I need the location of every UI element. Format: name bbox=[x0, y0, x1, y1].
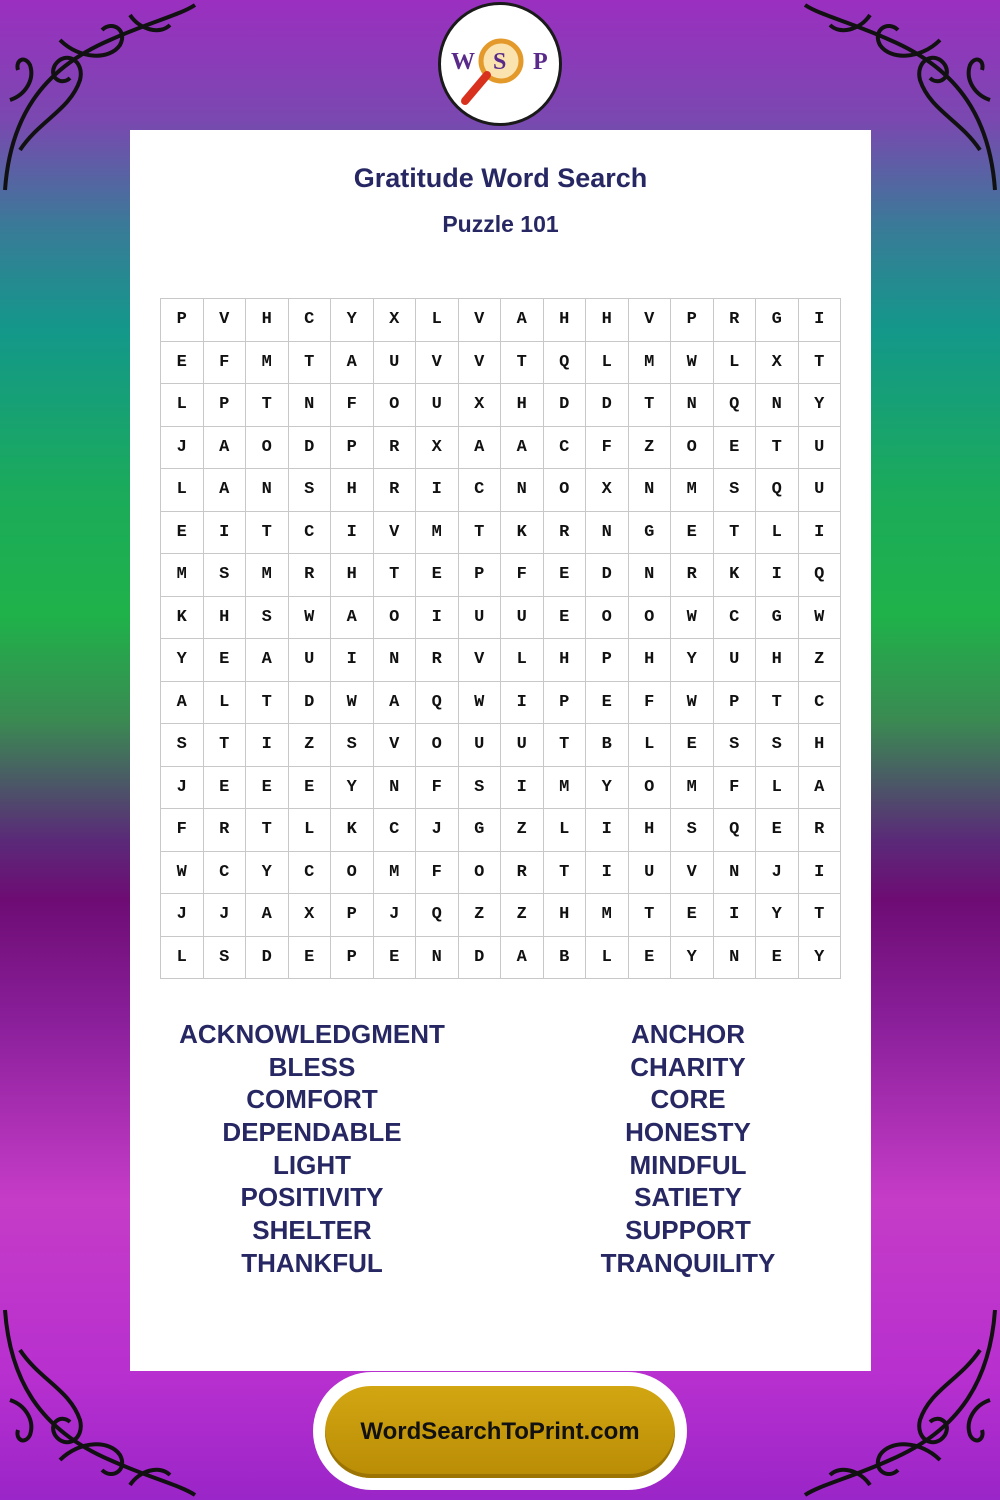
grid-cell[interactable]: W bbox=[799, 597, 842, 640]
grid-cell[interactable]: C bbox=[799, 682, 842, 725]
grid-cell[interactable]: Q bbox=[416, 682, 459, 725]
grid-cell[interactable]: E bbox=[714, 427, 757, 470]
grid-cell[interactable]: D bbox=[459, 937, 502, 980]
grid-cell[interactable]: F bbox=[501, 554, 544, 597]
grid-cell[interactable]: A bbox=[501, 937, 544, 980]
grid-cell[interactable]: R bbox=[714, 299, 757, 342]
grid-cell[interactable]: E bbox=[629, 937, 672, 980]
grid-cell[interactable]: M bbox=[671, 469, 714, 512]
grid-cell[interactable]: F bbox=[629, 682, 672, 725]
grid-cell[interactable]: N bbox=[756, 384, 799, 427]
grid-cell[interactable]: F bbox=[161, 809, 204, 852]
grid-cell[interactable]: G bbox=[629, 512, 672, 555]
grid-cell[interactable]: A bbox=[331, 597, 374, 640]
grid-cell[interactable]: R bbox=[374, 427, 417, 470]
grid-cell[interactable]: T bbox=[544, 724, 587, 767]
grid-cell[interactable]: S bbox=[459, 767, 502, 810]
logo-letter-w: W bbox=[451, 49, 475, 75]
grid-cell[interactable]: N bbox=[501, 469, 544, 512]
grid-cell[interactable]: M bbox=[374, 852, 417, 895]
grid-cell[interactable]: Y bbox=[799, 937, 842, 980]
grid-cell[interactable]: T bbox=[756, 682, 799, 725]
grid-cell[interactable]: S bbox=[331, 724, 374, 767]
grid-cell[interactable]: N bbox=[374, 767, 417, 810]
word-item: LIGHT bbox=[273, 1149, 351, 1180]
grid-cell[interactable]: V bbox=[416, 342, 459, 385]
grid-cell[interactable]: T bbox=[714, 512, 757, 555]
grid-cell[interactable]: F bbox=[416, 852, 459, 895]
grid-cell[interactable]: P bbox=[331, 427, 374, 470]
grid-cell[interactable]: R bbox=[289, 554, 332, 597]
grid-cell[interactable]: X bbox=[459, 384, 502, 427]
grid-cell[interactable]: Z bbox=[629, 427, 672, 470]
grid-cell[interactable]: H bbox=[756, 639, 799, 682]
word-item: HONESTY bbox=[625, 1117, 751, 1148]
grid-cell[interactable]: H bbox=[629, 809, 672, 852]
grid-cell[interactable]: U bbox=[714, 639, 757, 682]
grid-cell[interactable]: O bbox=[331, 852, 374, 895]
grid-cell[interactable]: M bbox=[246, 554, 289, 597]
grid-cell[interactable]: O bbox=[544, 469, 587, 512]
grid-cell[interactable]: E bbox=[204, 767, 247, 810]
grid-cell[interactable]: A bbox=[501, 299, 544, 342]
grid-cell[interactable]: I bbox=[501, 767, 544, 810]
grid-cell[interactable]: Q bbox=[416, 894, 459, 937]
grid-cell[interactable]: U bbox=[416, 384, 459, 427]
grid-cell[interactable]: E bbox=[416, 554, 459, 597]
grid-cell[interactable]: O bbox=[374, 597, 417, 640]
grid-cell[interactable]: A bbox=[799, 767, 842, 810]
grid-cell[interactable]: N bbox=[289, 384, 332, 427]
word-item: SATIETY bbox=[634, 1182, 742, 1213]
grid-cell[interactable]: O bbox=[374, 384, 417, 427]
grid-cell[interactable]: L bbox=[161, 384, 204, 427]
grid-cell[interactable]: B bbox=[586, 724, 629, 767]
grid-cell[interactable]: W bbox=[671, 682, 714, 725]
grid-cell[interactable]: J bbox=[756, 852, 799, 895]
grid-cell[interactable]: K bbox=[501, 512, 544, 555]
grid-cell[interactable]: Q bbox=[714, 809, 757, 852]
grid-cell[interactable]: A bbox=[459, 427, 502, 470]
grid-cell[interactable]: V bbox=[459, 342, 502, 385]
grid-cell[interactable]: W bbox=[331, 682, 374, 725]
grid-cell[interactable]: E bbox=[671, 512, 714, 555]
grid-cell[interactable]: A bbox=[161, 682, 204, 725]
grid-cell[interactable]: X bbox=[586, 469, 629, 512]
grid-cell[interactable]: M bbox=[629, 342, 672, 385]
grid-cell[interactable]: V bbox=[459, 639, 502, 682]
grid-cell[interactable]: H bbox=[799, 724, 842, 767]
grid-cell[interactable]: X bbox=[289, 894, 332, 937]
grid-cell[interactable]: Q bbox=[756, 469, 799, 512]
grid-cell[interactable]: T bbox=[544, 852, 587, 895]
grid-cell[interactable]: P bbox=[331, 894, 374, 937]
grid-cell[interactable]: H bbox=[331, 554, 374, 597]
grid-cell[interactable]: U bbox=[629, 852, 672, 895]
grid-cell[interactable]: N bbox=[629, 554, 672, 597]
grid-cell[interactable]: V bbox=[374, 724, 417, 767]
grid-cell[interactable]: S bbox=[756, 724, 799, 767]
grid-cell[interactable]: S bbox=[204, 554, 247, 597]
grid-cell[interactable]: A bbox=[204, 469, 247, 512]
grid-cell[interactable]: T bbox=[374, 554, 417, 597]
grid-cell[interactable]: K bbox=[161, 597, 204, 640]
grid-cell[interactable]: M bbox=[544, 767, 587, 810]
grid-cell[interactable]: P bbox=[714, 682, 757, 725]
grid-cell[interactable]: E bbox=[544, 597, 587, 640]
grid-cell[interactable]: P bbox=[586, 639, 629, 682]
grid-cell[interactable]: I bbox=[416, 597, 459, 640]
grid-cell[interactable]: M bbox=[416, 512, 459, 555]
grid-cell[interactable]: E bbox=[671, 724, 714, 767]
grid-cell[interactable]: O bbox=[246, 427, 289, 470]
grid-cell[interactable]: P bbox=[161, 299, 204, 342]
grid-cell[interactable]: L bbox=[756, 512, 799, 555]
grid-cell[interactable]: A bbox=[331, 342, 374, 385]
grid-cell[interactable]: L bbox=[204, 682, 247, 725]
grid-cell[interactable]: J bbox=[161, 894, 204, 937]
grid-cell[interactable]: Z bbox=[289, 724, 332, 767]
grid-cell[interactable]: C bbox=[544, 427, 587, 470]
word-list-right bbox=[528, 1018, 848, 1280]
grid-cell[interactable]: L bbox=[714, 342, 757, 385]
grid-cell[interactable]: W bbox=[289, 597, 332, 640]
grid-cell[interactable]: H bbox=[629, 639, 672, 682]
grid-cell[interactable]: U bbox=[799, 469, 842, 512]
grid-cell[interactable]: T bbox=[246, 682, 289, 725]
grid-cell[interactable]: P bbox=[204, 384, 247, 427]
grid-cell[interactable]: E bbox=[586, 682, 629, 725]
grid-cell[interactable]: D bbox=[544, 384, 587, 427]
grid-cell[interactable]: L bbox=[501, 639, 544, 682]
grid-cell[interactable]: U bbox=[459, 597, 502, 640]
grid-cell[interactable]: M bbox=[246, 342, 289, 385]
grid-cell[interactable]: R bbox=[374, 469, 417, 512]
grid-cell[interactable]: H bbox=[331, 469, 374, 512]
logo-letter-p: P bbox=[533, 49, 548, 75]
grid-cell[interactable]: W bbox=[671, 342, 714, 385]
grid-cell[interactable]: T bbox=[501, 342, 544, 385]
grid-cell[interactable]: E bbox=[756, 809, 799, 852]
grid-cell[interactable]: I bbox=[714, 894, 757, 937]
grid-cell[interactable]: C bbox=[289, 299, 332, 342]
word-item: ACKNOWLEDGMENT bbox=[179, 1019, 445, 1049]
grid-cell[interactable]: W bbox=[161, 852, 204, 895]
grid-cell[interactable]: N bbox=[246, 469, 289, 512]
grid-cell[interactable]: S bbox=[671, 809, 714, 852]
puzzle-title: Gratitude Word Search bbox=[353, 163, 648, 193]
grid-cell[interactable]: R bbox=[799, 809, 842, 852]
grid-cell[interactable]: L bbox=[586, 342, 629, 385]
grid-cell[interactable]: C bbox=[289, 852, 332, 895]
grid-cell[interactable]: O bbox=[629, 597, 672, 640]
grid-cell[interactable]: S bbox=[714, 469, 757, 512]
grid-cell[interactable]: E bbox=[204, 639, 247, 682]
grid-cell[interactable]: J bbox=[204, 894, 247, 937]
grid-cell[interactable]: D bbox=[246, 937, 289, 980]
grid-cell[interactable]: D bbox=[586, 554, 629, 597]
grid-cell[interactable]: R bbox=[671, 554, 714, 597]
grid-cell[interactable]: L bbox=[629, 724, 672, 767]
grid-cell[interactable]: I bbox=[204, 512, 247, 555]
grid-cell[interactable]: S bbox=[289, 469, 332, 512]
grid-cell[interactable]: K bbox=[714, 554, 757, 597]
grid-cell[interactable]: E bbox=[671, 894, 714, 937]
grid-cell[interactable]: U bbox=[501, 597, 544, 640]
word-item: BLESS bbox=[268, 1051, 356, 1082]
grid-cell[interactable]: J bbox=[161, 767, 204, 810]
grid-cell[interactable]: P bbox=[459, 554, 502, 597]
grid-cell[interactable]: V bbox=[204, 299, 247, 342]
grid-cell[interactable]: C bbox=[714, 597, 757, 640]
grid-cell[interactable]: D bbox=[289, 682, 332, 725]
grid-cell[interactable]: Z bbox=[799, 639, 842, 682]
grid-cell[interactable]: Y bbox=[161, 639, 204, 682]
word-item: MINDFUL bbox=[629, 1149, 747, 1180]
word-item: SUPPORT bbox=[625, 1215, 751, 1246]
grid-cell[interactable]: C bbox=[459, 469, 502, 512]
word-item: SHELTER bbox=[252, 1215, 372, 1246]
grid-cell[interactable]: H bbox=[544, 639, 587, 682]
grid-cell[interactable]: Y bbox=[331, 299, 374, 342]
grid-cell[interactable]: M bbox=[161, 554, 204, 597]
grid-cell[interactable]: B bbox=[544, 937, 587, 980]
grid-cell[interactable]: O bbox=[629, 767, 672, 810]
grid-cell[interactable]: T bbox=[246, 809, 289, 852]
grid-cell[interactable]: L bbox=[586, 937, 629, 980]
grid-cell[interactable]: L bbox=[756, 767, 799, 810]
grid-cell[interactable]: I bbox=[799, 512, 842, 555]
grid-cell[interactable]: F bbox=[331, 384, 374, 427]
grid-cell[interactable]: M bbox=[671, 767, 714, 810]
grid-cell[interactable]: A bbox=[204, 427, 247, 470]
grid-cell[interactable]: G bbox=[459, 809, 502, 852]
grid-cell[interactable]: K bbox=[331, 809, 374, 852]
grid-cell[interactable]: V bbox=[374, 512, 417, 555]
grid-cell[interactable]: U bbox=[289, 639, 332, 682]
letter-grid bbox=[160, 298, 841, 979]
grid-cell[interactable]: T bbox=[799, 894, 842, 937]
grid-cell[interactable]: O bbox=[671, 427, 714, 470]
grid-cell[interactable]: J bbox=[161, 427, 204, 470]
puzzle-panel bbox=[130, 130, 871, 1371]
grid-cell[interactable]: I bbox=[586, 809, 629, 852]
grid-cell[interactable]: H bbox=[586, 299, 629, 342]
grid-cell[interactable]: V bbox=[671, 852, 714, 895]
grid-cell[interactable]: H bbox=[204, 597, 247, 640]
grid-cell[interactable]: H bbox=[501, 384, 544, 427]
grid-cell[interactable]: I bbox=[246, 724, 289, 767]
grid-cell[interactable]: H bbox=[544, 894, 587, 937]
grid-cell[interactable]: L bbox=[416, 299, 459, 342]
grid-cell[interactable]: Y bbox=[671, 937, 714, 980]
grid-cell[interactable]: T bbox=[629, 384, 672, 427]
grid-cell[interactable]: A bbox=[246, 894, 289, 937]
grid-cell[interactable]: Q bbox=[799, 554, 842, 597]
website-link-button[interactable]: WordSearchToPrint.com bbox=[325, 1386, 675, 1478]
grid-cell[interactable]: E bbox=[374, 937, 417, 980]
grid-cell[interactable]: O bbox=[586, 597, 629, 640]
grid-cell[interactable]: G bbox=[756, 597, 799, 640]
logo-letter-s: S bbox=[493, 49, 507, 75]
grid-cell[interactable]: L bbox=[289, 809, 332, 852]
grid-cell[interactable]: Y bbox=[331, 767, 374, 810]
grid-cell[interactable]: D bbox=[586, 384, 629, 427]
grid-cell[interactable]: I bbox=[501, 682, 544, 725]
word-item: CHARITY bbox=[630, 1051, 746, 1082]
grid-cell[interactable]: S bbox=[246, 597, 289, 640]
grid-cell[interactable]: N bbox=[586, 512, 629, 555]
grid-cell[interactable]: F bbox=[714, 767, 757, 810]
grid-cell[interactable]: U bbox=[459, 724, 502, 767]
grid-cell[interactable]: R bbox=[544, 512, 587, 555]
grid-cell[interactable]: L bbox=[161, 937, 204, 980]
grid-cell[interactable]: E bbox=[246, 767, 289, 810]
grid-cell[interactable]: N bbox=[671, 384, 714, 427]
grid-cell[interactable]: T bbox=[204, 724, 247, 767]
grid-cell[interactable]: U bbox=[501, 724, 544, 767]
grid-cell[interactable]: Q bbox=[714, 384, 757, 427]
grid-cell[interactable]: L bbox=[544, 809, 587, 852]
grid-cell[interactable]: E bbox=[161, 342, 204, 385]
grid-cell[interactable]: Z bbox=[459, 894, 502, 937]
grid-cell[interactable]: F bbox=[586, 427, 629, 470]
grid-cell[interactable]: A bbox=[246, 639, 289, 682]
grid-cell[interactable]: T bbox=[799, 342, 842, 385]
grid-cell[interactable]: T bbox=[246, 512, 289, 555]
grid-cell[interactable]: N bbox=[374, 639, 417, 682]
grid-cell[interactable]: J bbox=[416, 809, 459, 852]
grid-cell[interactable]: O bbox=[459, 852, 502, 895]
grid-cell[interactable]: N bbox=[416, 937, 459, 980]
grid-cell[interactable]: T bbox=[756, 427, 799, 470]
grid-cell[interactable]: Y bbox=[799, 384, 842, 427]
grid-cell[interactable]: S bbox=[204, 937, 247, 980]
grid-cell[interactable]: C bbox=[374, 809, 417, 852]
grid-cell[interactable]: W bbox=[671, 597, 714, 640]
grid-cell[interactable]: I bbox=[331, 639, 374, 682]
grid-cell[interactable]: R bbox=[416, 639, 459, 682]
word-item: THANKFUL bbox=[241, 1247, 383, 1278]
grid-cell[interactable]: E bbox=[161, 512, 204, 555]
grid-cell[interactable]: X bbox=[756, 342, 799, 385]
grid-cell[interactable]: L bbox=[161, 469, 204, 512]
word-list-left bbox=[152, 1018, 472, 1280]
grid-cell[interactable]: P bbox=[544, 682, 587, 725]
puzzle-number: Puzzle 101 bbox=[442, 211, 559, 237]
grid-cell[interactable]: Z bbox=[501, 809, 544, 852]
grid-cell[interactable]: Y bbox=[246, 852, 289, 895]
grid-cell[interactable]: H bbox=[544, 299, 587, 342]
word-item: CORE bbox=[650, 1084, 726, 1115]
grid-cell[interactable]: C bbox=[204, 852, 247, 895]
grid-cell[interactable]: X bbox=[416, 427, 459, 470]
grid-cell[interactable]: I bbox=[799, 852, 842, 895]
word-item: COMFORT bbox=[246, 1084, 378, 1115]
grid-cell[interactable]: T bbox=[246, 384, 289, 427]
grid-cell[interactable]: T bbox=[459, 512, 502, 555]
grid-cell[interactable]: Y bbox=[756, 894, 799, 937]
word-item: TRANQUILITY bbox=[600, 1247, 776, 1278]
wsp-logo[interactable] bbox=[438, 2, 562, 126]
word-item: DEPENDABLE bbox=[222, 1117, 402, 1148]
grid-cell[interactable]: D bbox=[289, 427, 332, 470]
grid-cell[interactable]: E bbox=[289, 937, 332, 980]
grid-cell[interactable]: W bbox=[459, 682, 502, 725]
word-item: ANCHOR bbox=[630, 1019, 746, 1049]
grid-cell[interactable]: X bbox=[374, 299, 417, 342]
grid-cell[interactable]: Q bbox=[544, 342, 587, 385]
grid-cell[interactable]: I bbox=[586, 852, 629, 895]
grid-cell[interactable]: I bbox=[331, 512, 374, 555]
grid-cell[interactable]: N bbox=[714, 852, 757, 895]
grid-cell[interactable]: R bbox=[204, 809, 247, 852]
grid-cell[interactable]: V bbox=[629, 299, 672, 342]
grid-cell[interactable]: R bbox=[501, 852, 544, 895]
grid-cell[interactable]: Z bbox=[501, 894, 544, 937]
grid-cell[interactable]: P bbox=[331, 937, 374, 980]
grid-cell[interactable]: E bbox=[756, 937, 799, 980]
grid-cell[interactable]: P bbox=[671, 299, 714, 342]
grid-cell[interactable]: O bbox=[416, 724, 459, 767]
grid-cell[interactable]: Y bbox=[586, 767, 629, 810]
grid-cell[interactable]: E bbox=[289, 767, 332, 810]
grid-cell[interactable]: J bbox=[374, 894, 417, 937]
grid-cell[interactable]: I bbox=[799, 299, 842, 342]
grid-cell[interactable]: U bbox=[374, 342, 417, 385]
grid-cell[interactable]: V bbox=[459, 299, 502, 342]
grid-cell[interactable]: G bbox=[756, 299, 799, 342]
grid-cell[interactable]: S bbox=[714, 724, 757, 767]
grid-cell[interactable]: U bbox=[799, 427, 842, 470]
grid-cell[interactable]: I bbox=[756, 554, 799, 597]
grid-cell[interactable]: H bbox=[246, 299, 289, 342]
grid-cell[interactable]: N bbox=[714, 937, 757, 980]
grid-cell[interactable]: F bbox=[416, 767, 459, 810]
grid-cell[interactable]: I bbox=[416, 469, 459, 512]
word-item: POSITIVITY bbox=[240, 1182, 384, 1213]
grid-cell[interactable]: C bbox=[289, 512, 332, 555]
grid-cell[interactable]: T bbox=[629, 894, 672, 937]
grid-cell[interactable]: M bbox=[586, 894, 629, 937]
grid-cell[interactable]: Y bbox=[671, 639, 714, 682]
grid-cell[interactable]: N bbox=[629, 469, 672, 512]
grid-cell[interactable]: S bbox=[161, 724, 204, 767]
grid-cell[interactable]: E bbox=[544, 554, 587, 597]
grid-cell[interactable]: A bbox=[374, 682, 417, 725]
grid-cell[interactable]: T bbox=[289, 342, 332, 385]
grid-cell[interactable]: F bbox=[204, 342, 247, 385]
grid-cell[interactable]: A bbox=[501, 427, 544, 470]
